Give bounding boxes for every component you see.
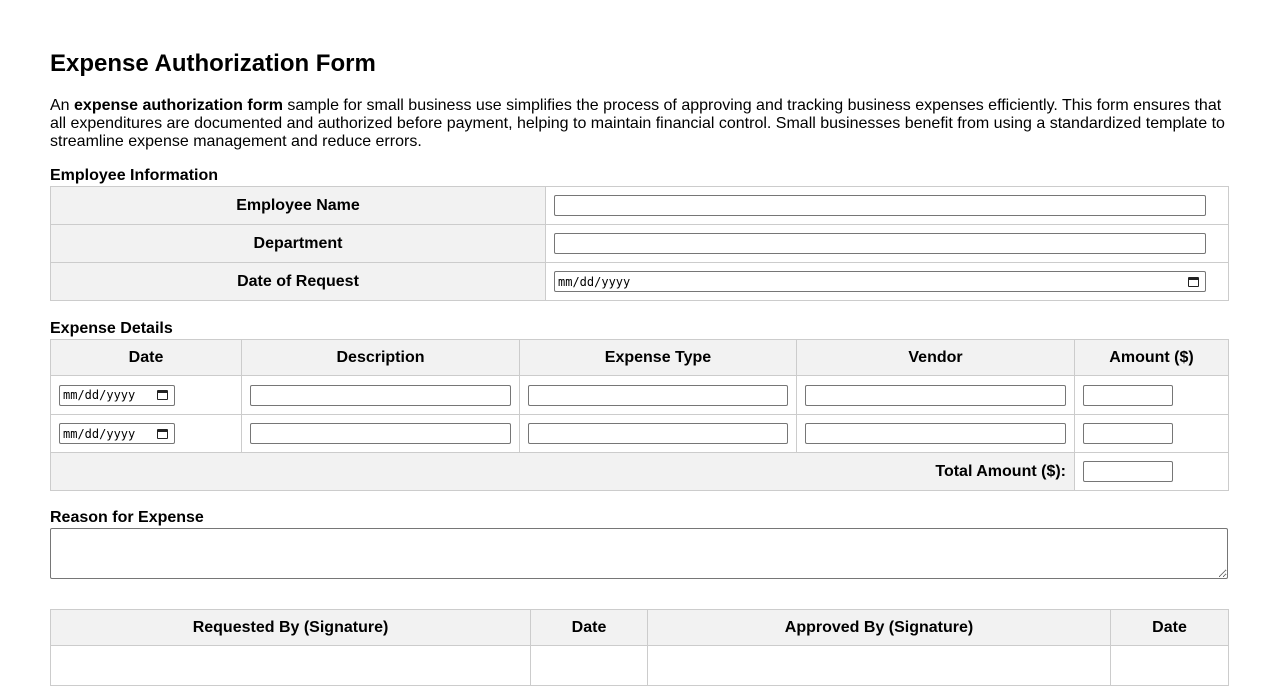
department-input[interactable] (554, 233, 1206, 254)
approved-by-signature-cell[interactable] (648, 646, 1111, 686)
col-header-requested-by: Requested By (Signature) (51, 610, 531, 646)
reason-textarea[interactable] (50, 528, 1228, 579)
expense-amount-input[interactable] (1083, 423, 1173, 444)
table-header-row (51, 340, 1229, 376)
employee-name-input[interactable] (554, 195, 1206, 216)
date-of-request-input[interactable] (554, 271, 1206, 292)
expense-description-input[interactable] (250, 385, 511, 406)
col-header-approval-date: Date (1111, 610, 1229, 646)
employee-info-table (50, 186, 1229, 301)
date-placeholder: mm/dd/yyyy (63, 426, 136, 441)
reason-section-title: Reason for Expense (50, 509, 204, 526)
col-header-expense-type: Expense Type (520, 340, 797, 376)
expense-type-input[interactable] (528, 385, 788, 406)
date-of-request-label: Date of Request (51, 263, 546, 301)
calendar-icon[interactable] (157, 429, 168, 439)
expense-date-input[interactable] (59, 423, 175, 444)
table-row (51, 646, 1229, 686)
employee-section-title: Employee Information (50, 167, 219, 184)
expense-vendor-input[interactable] (805, 423, 1066, 444)
expense-amount-input[interactable] (1083, 385, 1173, 406)
col-header-vendor: Vendor (797, 340, 1075, 376)
col-header-amount: Amount ($) (1075, 340, 1229, 376)
request-date-cell[interactable] (531, 646, 648, 686)
col-header-request-date: Date (531, 610, 648, 646)
calendar-icon[interactable] (1188, 277, 1199, 287)
total-amount-label: Total Amount ($): (51, 453, 1075, 491)
table-row-total (51, 453, 1229, 491)
page-title: Expense Authorization Form (50, 50, 376, 77)
department-label: Department (51, 225, 546, 263)
requested-by-signature-cell[interactable] (51, 646, 531, 686)
col-header-date: Date (51, 340, 242, 376)
calendar-icon[interactable] (157, 390, 168, 400)
col-header-approved-by: Approved By (Signature) (648, 610, 1111, 646)
table-row (51, 376, 1229, 415)
employee-name-label: Employee Name (51, 187, 546, 225)
expense-vendor-input[interactable] (805, 385, 1066, 406)
intro-paragraph (50, 97, 1228, 151)
table-header-row (51, 610, 1229, 646)
table-row (51, 187, 1229, 225)
date-placeholder: mm/dd/yyyy (558, 274, 631, 289)
intro-lead: An (50, 97, 75, 114)
signature-table (50, 609, 1229, 686)
col-header-description: Description (242, 340, 520, 376)
table-row (51, 263, 1229, 301)
intro-bold: expense authorization form (74, 97, 283, 114)
intro-rest: sample for small business use simplifies the process of approving and tracking business expenses efficiently. This form ensures that all expenditures are documented and authorized before payment, helping to maintain financial control. Small businesses benefit from using a standardized template to streamline expense management and reduce errors. (50, 97, 1225, 150)
approval-date-cell[interactable] (1111, 646, 1229, 686)
expense-date-input[interactable] (59, 385, 175, 406)
expense-section-title: Expense Details (50, 320, 173, 337)
expense-details-table (50, 339, 1229, 491)
total-amount-input[interactable] (1083, 461, 1173, 482)
expense-type-input[interactable] (528, 423, 788, 444)
date-placeholder: mm/dd/yyyy (63, 388, 136, 402)
expense-description-input[interactable] (250, 423, 511, 444)
table-row (51, 415, 1229, 453)
table-row (51, 225, 1229, 263)
